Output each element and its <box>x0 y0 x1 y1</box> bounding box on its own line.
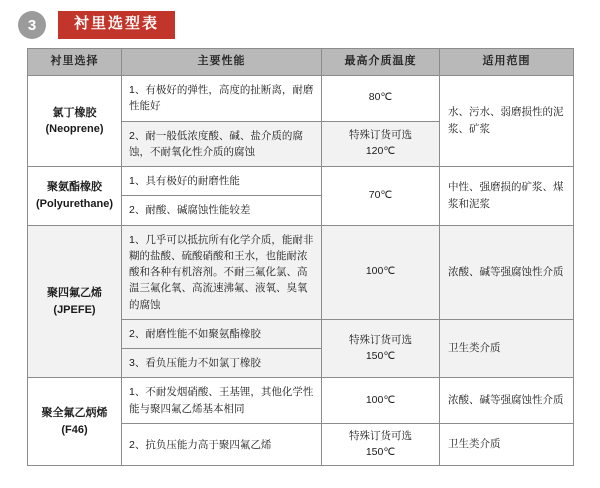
temp-note: 特殊订货可选 <box>349 333 412 346</box>
cell-performance: 2、抗负压能力高于聚四氟乙烯 <box>122 423 322 466</box>
cell-performance: 2、耐一般低浓度酸、碱、盐介质的腐蚀，不耐氧化性介质的腐蚀 <box>122 121 322 167</box>
material-name-en: (Neoprene) <box>45 123 104 136</box>
temp-note: 特殊订货可选 <box>349 129 412 142</box>
lining-selection-table <box>27 48 574 466</box>
temp-value: 120℃ <box>365 144 396 157</box>
cell-performance: 1、不耐发烟硝酸、王基锂，其他化学性能与聚四氟乙烯基本相同 <box>122 378 322 424</box>
cell-temperature <box>322 121 440 167</box>
cell-material-ptfe <box>28 225 122 378</box>
table-body <box>28 76 574 466</box>
cell-temperature <box>322 423 440 466</box>
temp-note: 特殊订货可选 <box>349 429 412 442</box>
table-row <box>28 76 574 122</box>
cell-scope: 浓酸、碱等强腐蚀性介质 <box>440 378 574 424</box>
table-container <box>0 40 600 466</box>
cell-performance: 1、有极好的弹性，高度的扯断离，耐磨性能好 <box>122 76 322 122</box>
page-title: 衬里选型表 <box>58 11 175 39</box>
material-name-cn: 聚四氟乙烯 <box>47 287 102 300</box>
material-name-cn: 聚氨酯橡胶 <box>47 181 102 194</box>
cell-scope: 水、污水、弱磨损性的泥浆、矿浆 <box>440 76 574 167</box>
material-name-cn: 氯丁橡胶 <box>52 106 97 119</box>
column-header-performance: 主要性能 <box>122 49 322 76</box>
material-name-en: (F46) <box>61 423 88 436</box>
cell-performance: 1、几乎可以抵抗所有化学介质，能耐非糊的盐酸、硫酸硝酸和王水，也能耐浓酸和各种有机溶剂。不耐三氟化氯、高温三氟化氧、高流速沸氟、液氧、臭氧的腐蚀 <box>122 225 322 319</box>
cell-temperature: 80℃ <box>322 76 440 122</box>
cell-scope: 浓酸、碱等强腐蚀性介质 <box>440 225 574 319</box>
cell-material-polyurethane <box>28 167 122 226</box>
cell-material-f46 <box>28 378 122 466</box>
cell-temperature: 100℃ <box>322 225 440 319</box>
section-header <box>0 0 600 40</box>
cell-temperature: 100℃ <box>322 378 440 424</box>
cell-performance: 2、耐酸、碱腐蚀性能较差 <box>122 196 322 225</box>
cell-performance: 1、具有极好的耐磨性能 <box>122 167 322 196</box>
column-header-scope: 适用范围 <box>440 49 574 76</box>
temp-value: 150℃ <box>365 349 396 362</box>
table-header-row <box>28 49 574 76</box>
cell-scope: 中性、强磨损的矿浆、煤浆和泥浆 <box>440 167 574 226</box>
material-name-cn: 聚全氟乙炳烯 <box>41 407 108 420</box>
table-row <box>28 167 574 196</box>
cell-temperature <box>322 319 440 378</box>
cell-scope: 卫生类介质 <box>440 319 574 378</box>
cell-scope: 卫生类介质 <box>440 423 574 466</box>
cell-temperature: 70℃ <box>322 167 440 226</box>
cell-material-neoprene <box>28 76 122 167</box>
table-head <box>28 49 574 76</box>
temp-value: 150℃ <box>365 445 396 458</box>
material-name-en: (Polyurethane) <box>35 197 113 210</box>
table-row <box>28 225 574 319</box>
step-badge: 3 <box>18 11 46 39</box>
column-header-max-temp: 最高介质温度 <box>322 49 440 76</box>
table-row <box>28 378 574 424</box>
cell-performance: 2、耐磨性能不如聚氨酯橡胶 <box>122 319 322 348</box>
cell-performance: 3、看负压能力不如氯丁橡胶 <box>122 349 322 378</box>
material-name-en: (JPEFE) <box>53 303 96 316</box>
column-header-lining: 衬里选择 <box>28 49 122 76</box>
